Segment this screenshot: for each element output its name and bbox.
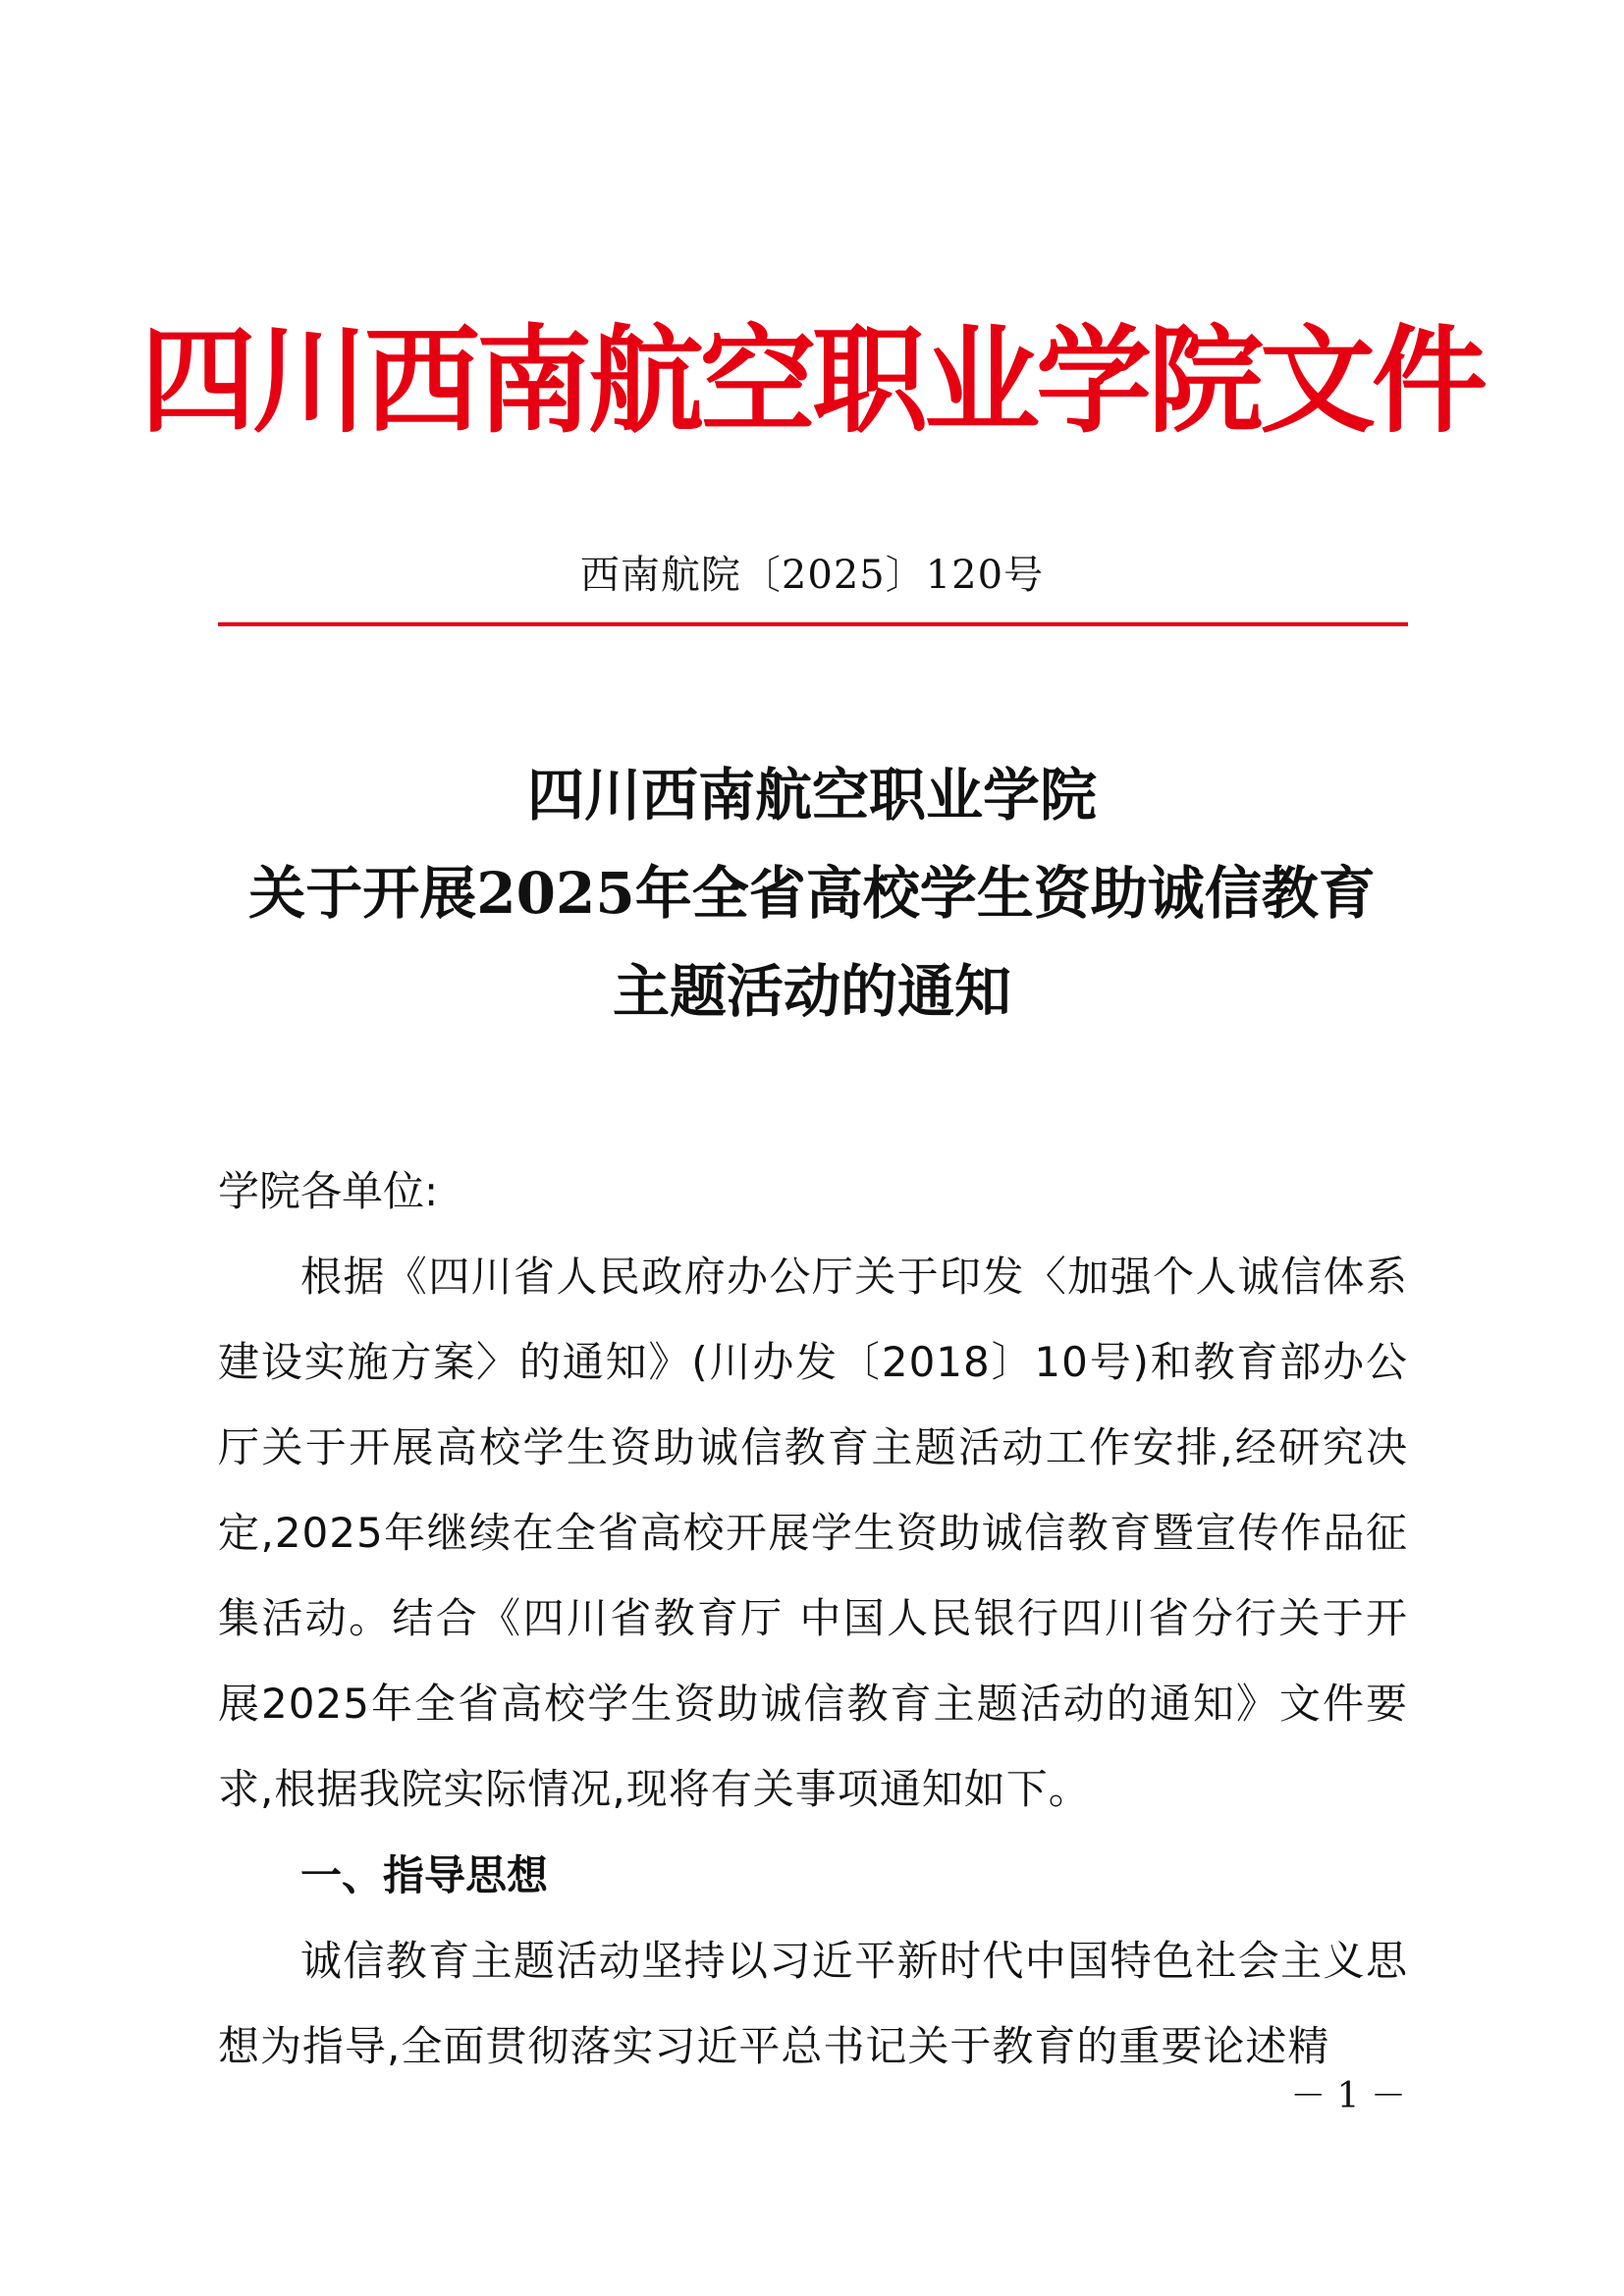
section-1-paragraph: 诚信教育主题活动坚持以习近平新时代中国特色社会主义思想为指导,全面贯彻落实习近平总书记关于教育的重要论述精 [218, 1937, 1408, 2070]
red-divider-line [218, 622, 1408, 626]
document-number: 西南航院〔2025〕120号 [579, 553, 1045, 598]
document-title [0, 746, 1624, 1041]
document-title-line-3: 主题活动的通知 [612, 958, 1011, 1025]
section-heading-guiding-ideology: 一、指导思想 [300, 1851, 549, 1899]
salutation: 学院各单位: [218, 1167, 439, 1215]
masthead-title: 四川西南航空职业学院文件 [139, 312, 1484, 449]
page-number: － 1 － [1290, 2076, 1406, 2116]
document-title-line-2: 关于开展2025年全省高校学生资助诚信教育 [248, 860, 1376, 927]
document-title-line-1: 四川西南航空职业学院 [526, 762, 1097, 828]
intro-paragraph: 根据《四川省人民政府办公厅关于印发〈加强个人诚信体系建设实施方案〉的通知》(川办发〔2018〕10号)和教育部办公厅关于开展高校学生资助诚信教育主题活动工作安排,经研究决定,2025年继续在全省高校开展学生资助诚信教育暨宣传作品征集活动。结合《四川省教育厅 中国人民银行四川省分行关于开展2025年全省高校学生资助诚信教育主题活动的通知》文件要求,根据我院实际情况,现将有关事项通知如下。 [218, 1253, 1408, 1813]
